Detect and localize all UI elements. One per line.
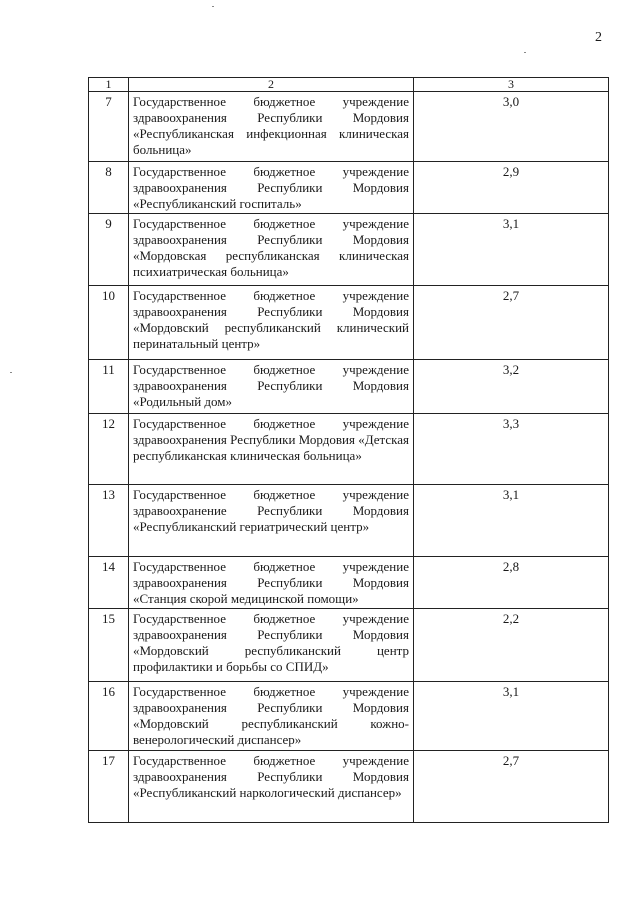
column-header-value: 3	[414, 78, 609, 92]
institution-name: Государственное бюджетное учреждение здравоохранения Республики Мордовия «Мордовский республиканский центр профилактики и борьбы со СПИД»	[129, 609, 414, 682]
row-value: 2,2	[414, 609, 609, 682]
page-number: 2	[595, 30, 602, 45]
row-value: 3,1	[414, 682, 609, 751]
row-value: 3,1	[414, 214, 609, 286]
table-row	[89, 360, 609, 414]
column-header-name: 2	[129, 78, 414, 92]
row-number: 12	[89, 414, 129, 485]
table-row	[89, 286, 609, 360]
institution-name: Государственное бюджетное учреждение здравоохранения Республики Мордовия «Мордовский республиканский клинический перинатальный центр»	[129, 286, 414, 360]
row-number: 8	[89, 162, 129, 214]
institution-name: Государственное бюджетное учреждение здравоохранения Республики Мордовия «Республиканский госпиталь»	[129, 162, 414, 214]
institution-name: Государственное бюджетное учреждение здравоохранения Республики Мордовия «Родильный дом»	[129, 360, 414, 414]
row-number: 15	[89, 609, 129, 682]
institution-name: Государственное бюджетное учреждение здравоохранение Республики Мордовия «Республиканский гериатрический центр»	[129, 485, 414, 557]
table-row	[89, 682, 609, 751]
column-header-number: 1	[89, 78, 129, 92]
table-row	[89, 557, 609, 609]
row-value: 3,1	[414, 485, 609, 557]
table-row	[89, 751, 609, 823]
row-number: 17	[89, 751, 129, 823]
row-value: 2,7	[414, 286, 609, 360]
institution-name: Государственное бюджетное учреждение здравоохранения Республики Мордовия «Мордовская республиканская клиническая психиатрическая больница»	[129, 214, 414, 286]
row-value: 2,8	[414, 557, 609, 609]
institution-name: Государственное бюджетное учреждение здравоохранения Республики Мордовия «Детская республиканская клиническая больница»	[129, 414, 414, 485]
institutions-table-container	[88, 77, 608, 823]
scan-speck	[524, 52, 526, 53]
table-row	[89, 414, 609, 485]
row-value: 3,3	[414, 414, 609, 485]
row-number: 10	[89, 286, 129, 360]
institution-name: Государственное бюджетное учреждение здравоохранения Республики Мордовия «Станция скорой медицинской помощи»	[129, 557, 414, 609]
table-row	[89, 162, 609, 214]
table-row	[89, 485, 609, 557]
row-number: 14	[89, 557, 129, 609]
scan-speck	[10, 372, 12, 373]
institution-name: Государственное бюджетное учреждение здравоохранения Республики Мордовия «Республиканская инфекционная клиническая больница»	[129, 92, 414, 162]
institution-name: Государственное бюджетное учреждение здравоохранения Республики Мордовия «Мордовский республиканский кожно-венерологический диспансер»	[129, 682, 414, 751]
table-row	[89, 92, 609, 162]
table-row	[89, 214, 609, 286]
row-value: 2,9	[414, 162, 609, 214]
institution-name: Государственное бюджетное учреждение здравоохранения Республики Мордовия «Республиканский наркологический диспансер»	[129, 751, 414, 823]
row-value: 2,7	[414, 751, 609, 823]
institutions-table	[88, 77, 609, 823]
row-number: 9	[89, 214, 129, 286]
row-number: 7	[89, 92, 129, 162]
table-row	[89, 609, 609, 682]
scan-speck	[212, 6, 214, 7]
row-value: 3,2	[414, 360, 609, 414]
table-header-row	[89, 78, 609, 92]
row-value: 3,0	[414, 92, 609, 162]
row-number: 13	[89, 485, 129, 557]
row-number: 11	[89, 360, 129, 414]
row-number: 16	[89, 682, 129, 751]
